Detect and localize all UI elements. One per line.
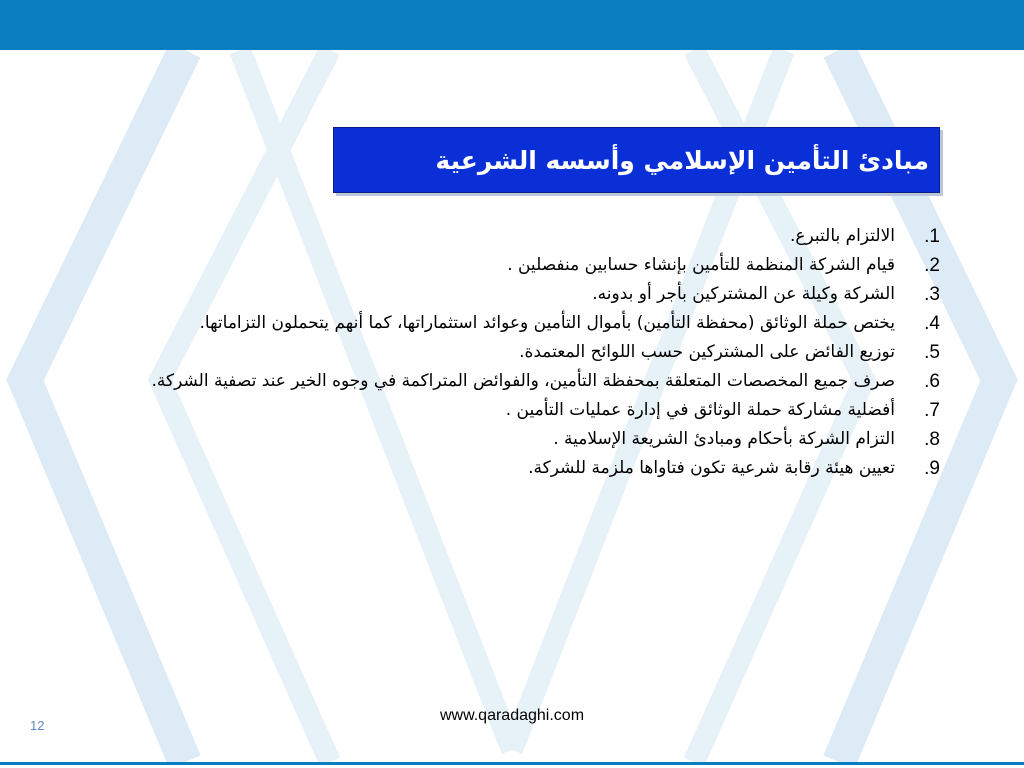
item-number: 1.: [924, 226, 940, 247]
list-item: [150, 280, 940, 309]
item-number: 3.: [924, 284, 940, 305]
item-number: 2.: [924, 255, 940, 276]
list-item: [150, 396, 940, 425]
item-text: التزام الشركة بأحكام ومبادئ الشريعة الإسلامية .: [553, 429, 895, 449]
slide-number: 12: [30, 718, 45, 733]
list-item: [150, 222, 940, 251]
list-item: [150, 309, 940, 338]
item-text: توزيع الفائض على المشتركين حسب اللوائح المعتمدة.: [519, 342, 895, 362]
list-item: [150, 425, 940, 454]
item-number: 9.: [924, 458, 940, 479]
list-item: [150, 338, 940, 367]
item-number: 5.: [924, 342, 940, 363]
item-text: أفضلية مشاركة حملة الوثائق في إدارة عمليات التأمين .: [505, 400, 895, 420]
header-bar: [0, 0, 1024, 50]
item-text: قيام الشركة المنظمة للتأمين بإنشاء حسابين منفصلين .: [507, 255, 895, 275]
item-number: 4.: [924, 313, 940, 334]
item-text: صرف جميع المخصصات المتعلقة بمحفظة التأمين، والفوائض المتراكمة في وجوه الخير عند تصفية الشركة.: [151, 371, 895, 391]
item-number: 6.: [924, 371, 940, 392]
list-item: [150, 367, 940, 396]
principles-list: [150, 222, 940, 483]
footer-url: www.qaradaghi.com: [439, 707, 585, 724]
list-item: [150, 251, 940, 280]
item-text: تعيين هيئة رقابة شرعية تكون فتاواها ملزمة للشركة.: [528, 458, 895, 478]
footer-line: [0, 762, 1024, 765]
item-number: 8.: [924, 429, 940, 450]
item-text: الالتزام بالتبرع.: [789, 226, 895, 246]
item-text: الشركة وكيلة عن المشتركين بأجر أو بدونه.: [592, 284, 895, 304]
item-text: يختص حملة الوثائق (محفظة التأمين) بأموال التأمين وعوائد استثماراتها، كما أنهم يتحملون التزاماتها.: [199, 313, 895, 333]
list-item: [150, 454, 940, 483]
slide-title: مبادئ التأمين الإسلامي وأسسه الشرعية: [333, 127, 940, 193]
item-number: 7.: [924, 400, 940, 421]
